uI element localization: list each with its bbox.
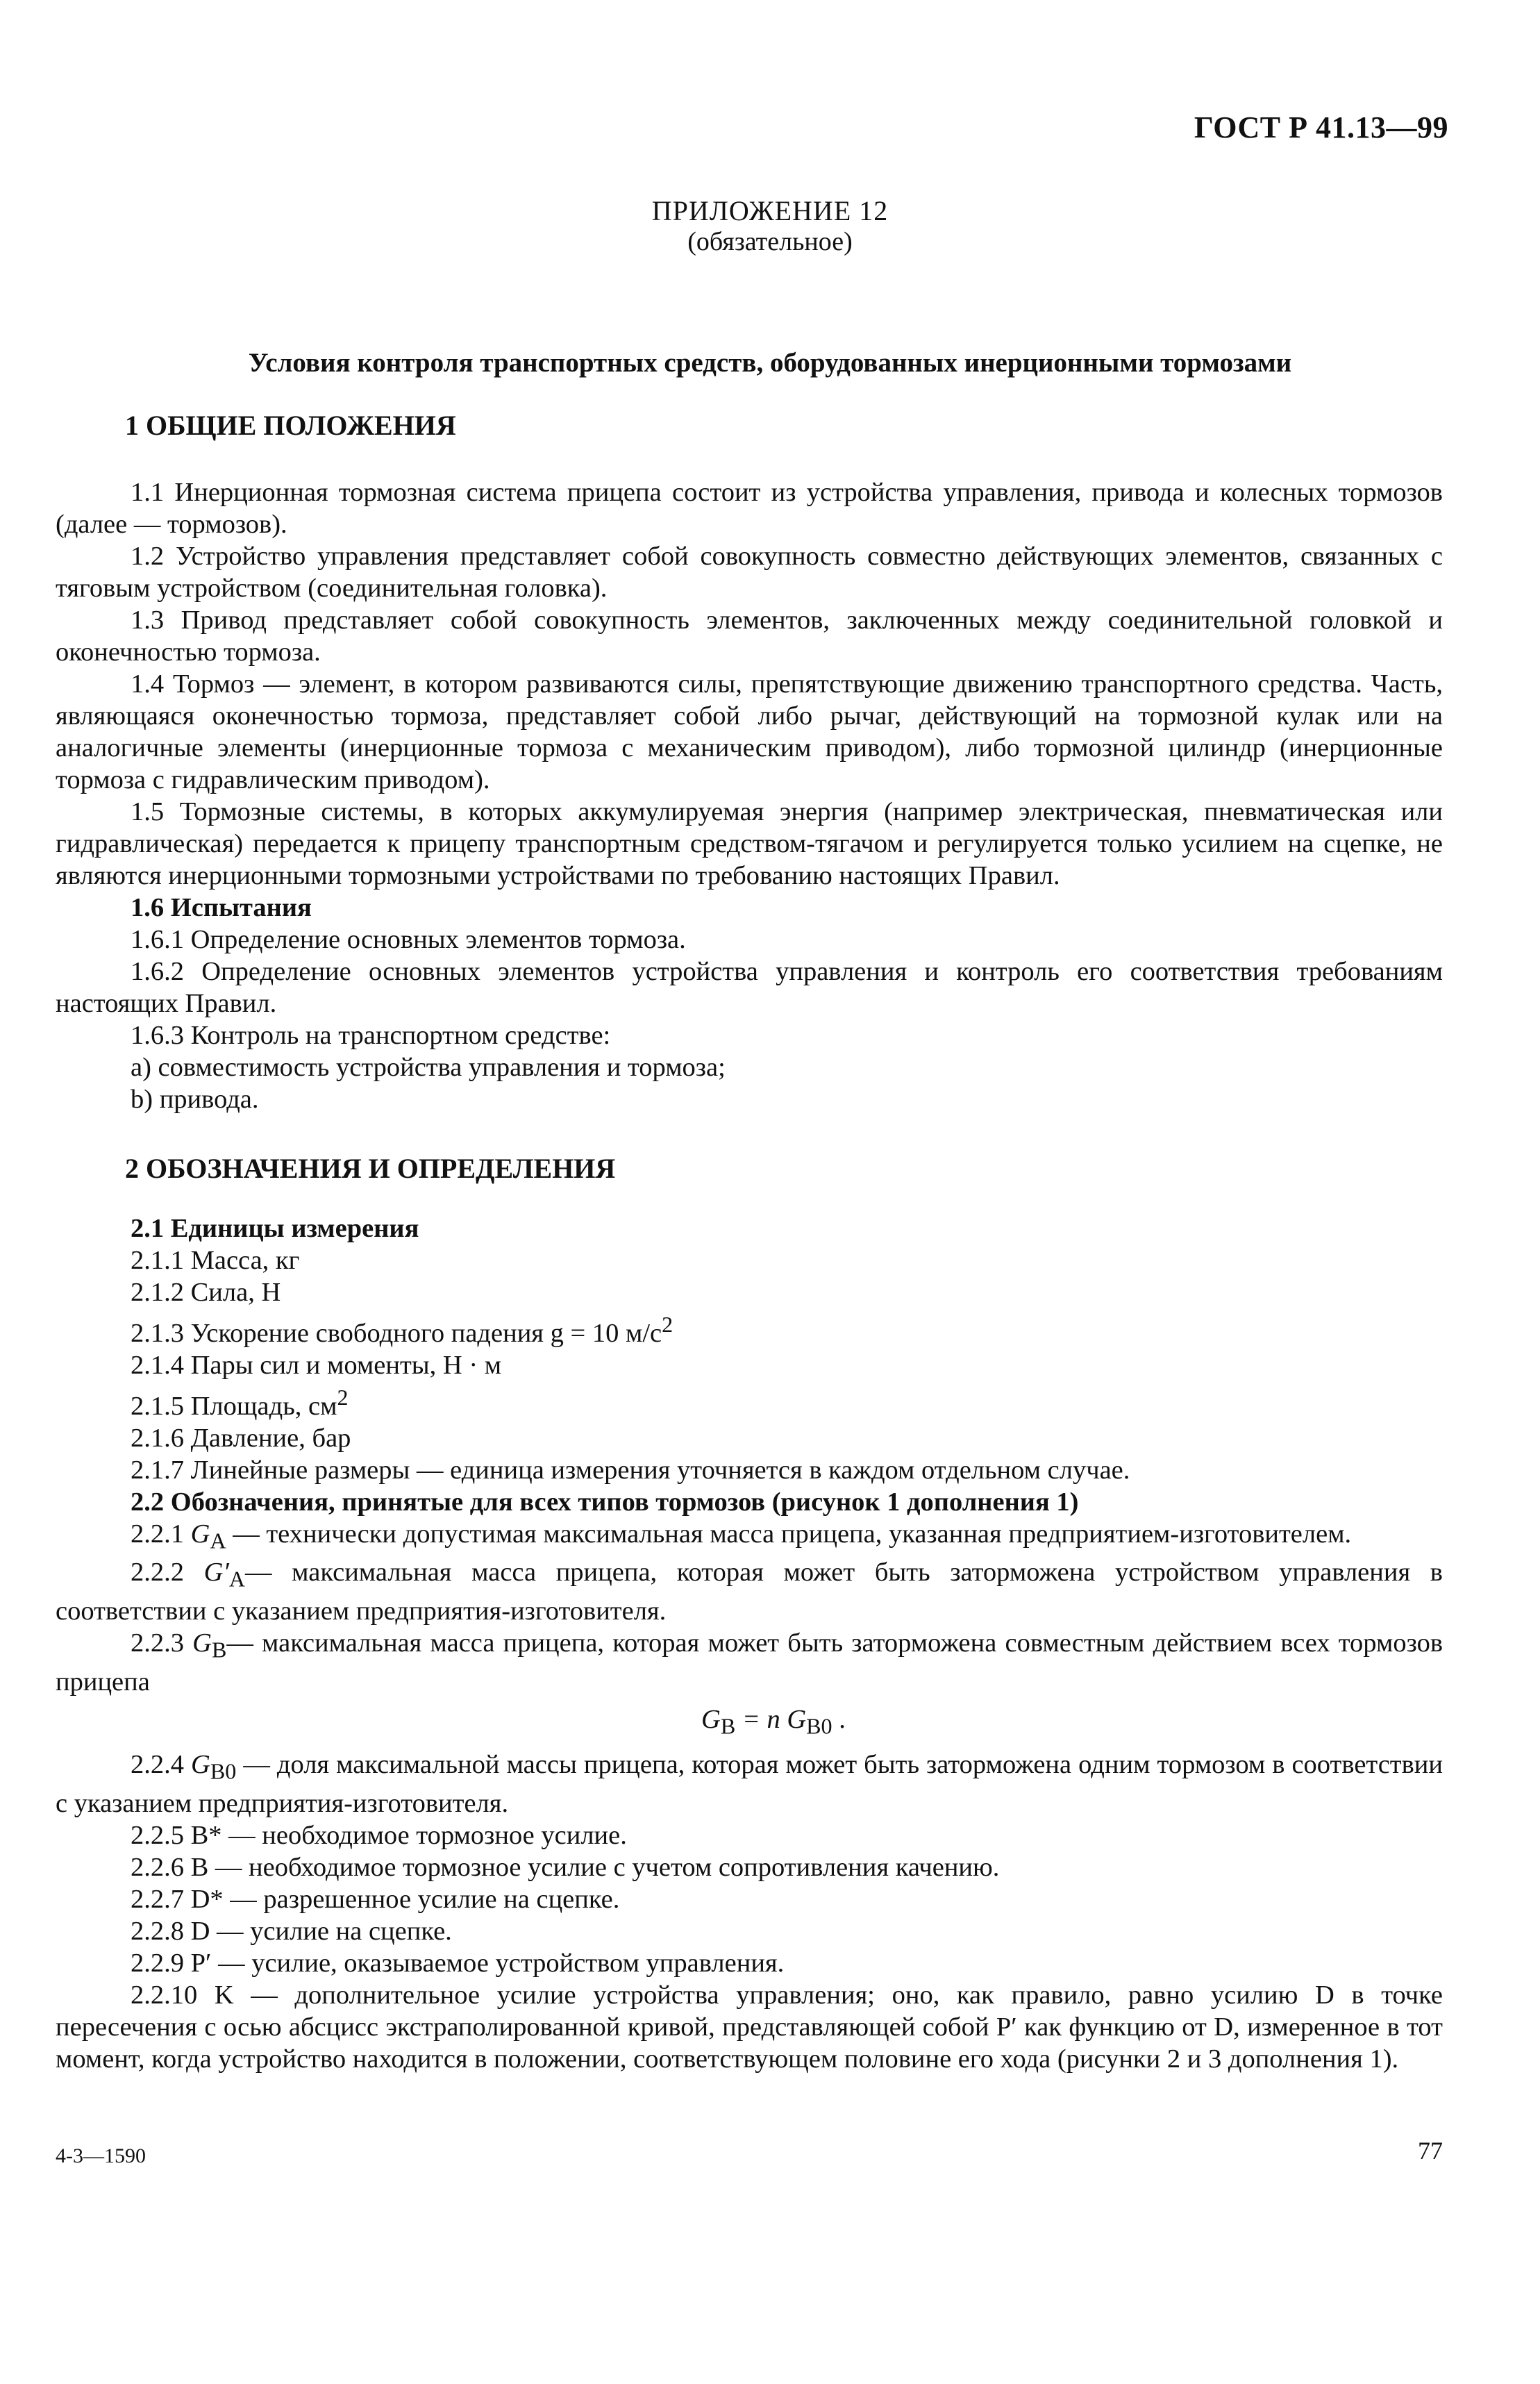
section-2-heading: 2 ОБОЗНАЧЕНИЯ И ОПРЕДЕЛЕНИЯ xyxy=(125,1153,616,1184)
standard-number: ГОСТ Р 41.13—99 xyxy=(1194,110,1448,144)
paragraph-2-2-2 xyxy=(56,1556,1443,1627)
appendix-subtitle: (обязательное) xyxy=(687,227,853,256)
paragraph-2-2-6: 2.2.6 B — необходимое тормозное усилие с учетом сопротивления качению. xyxy=(131,1853,1000,1883)
paragraph-2-1-3 xyxy=(56,1308,1443,1349)
paragraph-2-1-5-exponent: 2 xyxy=(337,1384,349,1410)
paragraph-2-1-heading: 2.1 Единицы измерения xyxy=(131,1214,419,1243)
symbol-ga-prime-subscript: A xyxy=(228,1567,246,1592)
print-code: 4-3—1590 xyxy=(56,2144,146,2167)
paragraph-1-6-3-b: b) привода. xyxy=(131,1085,259,1114)
appendix-title: ПРИЛОЖЕНИЕ 12 xyxy=(651,195,889,226)
paragraph-2-2-5: 2.2.5 B* — необходимое тормозное усилие. xyxy=(131,1821,627,1851)
paragraph-2-1-4: 2.1.4 Пары сил и моменты, Н · м xyxy=(131,1350,502,1380)
paragraph-2-2-3-text: — максимальная масса прицепа, которая может быть заторможена совместным действием всех тормозов прицепа xyxy=(56,1628,1443,1697)
paragraph-2-2-3-number: 2.2.3 xyxy=(131,1628,184,1658)
document-body xyxy=(56,410,1443,2075)
symbol-gb0: G xyxy=(191,1750,210,1780)
formula-gb xyxy=(56,1703,1443,1742)
formula-rhs-subscript: B0 xyxy=(806,1713,832,1739)
symbol-gb0-subscript: B0 xyxy=(210,1759,237,1785)
paragraph-2-2-8: 2.2.8 D — усилие на сцепке. xyxy=(131,1917,452,1947)
formula-end: . xyxy=(832,1704,846,1734)
paragraph-1-4: 1.4 Тормоз — элемент, в котором развиваются силы, препятствующие движению транспортного средства. Часть, являющаяся оконечностью тормоза, представляет собой либо рычаг, действующий на тормозной кулак или на аналогичные элементы (инерционные тормоза с механическим приводом), либо тормозной цилиндр (инерционные тормоза с гидравлическим приводом). xyxy=(56,669,1443,794)
formula-lhs: G xyxy=(701,1704,721,1734)
paragraph-1-6-1: 1.6.1 Определение основных элементов тормоза. xyxy=(131,925,686,954)
paragraph-2-2-1 xyxy=(56,1518,1443,1557)
paragraph-2-2-7: 2.2.7 D* — разрешенное усилие на сцепке. xyxy=(131,1885,620,1915)
paragraph-2-1-3-text: 2.1.3 Ускорение свободного падения g = 10 м/с xyxy=(131,1318,662,1348)
paragraph-2-2-10: 2.2.10 K — дополнительное усилие устройства управления; оно, как правило, равно усилию D в точке пересечения с осью абсцисс экстраполированной кривой, представляющей собой P′ как функцию от D, измеренное в тот момент, когда устройство находится в положении, соответствующем половине его хода (рисунки 2 и 3 дополнения 1). xyxy=(56,1981,1443,2074)
paragraph-1-5: 1.5 Тормозные системы, в которых аккумулируемая энергия (например электрическая, пневматическая или гидравлическая) передается к прицепу транспортным средством-тягачом и регулируется только усилием на сцепке, не являются инерционными тормозными устройствами по требованию настоящих Правил. xyxy=(56,797,1443,890)
paragraph-2-1-2: 2.1.2 Сила, Н xyxy=(131,1278,281,1307)
paragraph-1-6-3-a: а) совместимость устройства управления и тормоза; xyxy=(131,1053,726,1082)
paragraph-2-2-4-text: — доля максимальной массы прицепа, которая может быть заторможена одним тормозом в соответствии с указанием предприятия-изготовителя. xyxy=(56,1750,1443,1819)
symbol-ga: G xyxy=(190,1519,210,1549)
paragraph-1-1: 1.1 Инерционная тормозная система прицепа состоит из устройства управления, привода и колесных тормозов (далее — тормозов). xyxy=(56,478,1443,539)
paragraph-2-1-6: 2.1.6 Давление, бар xyxy=(131,1423,351,1453)
paragraph-2-1-1: 2.1.1 Масса, кг xyxy=(131,1246,300,1275)
paragraph-2-1-5-text: 2.1.5 Площадь, см xyxy=(131,1391,337,1421)
symbol-ga-prime: G′ xyxy=(203,1558,229,1587)
document-title: Условия контроля транспортных средств, оборудованных инерционными тормозами xyxy=(248,348,1292,378)
paragraph-2-1-5 xyxy=(56,1381,1443,1422)
symbol-gb-subscript: B xyxy=(211,1637,227,1662)
paragraph-1-2: 1.2 Устройство управления представляет собой совокупность совместно действующих элементов, связанных с тяговым устройством (соединительная головка). xyxy=(56,542,1443,603)
paragraph-2-2-4 xyxy=(56,1749,1443,1819)
paragraph-2-1-7: 2.1.7 Линейные размеры — единица измерения уточняется в каждом отдельном случае. xyxy=(131,1455,1130,1485)
paragraph-1-6-heading: 1.6 Испытания xyxy=(131,893,312,922)
paragraph-2-2-1-number: 2.2.1 xyxy=(131,1519,184,1549)
paragraph-2-2-2-number: 2.2.2 xyxy=(131,1558,184,1587)
page-number: 77 xyxy=(1418,2137,1443,2165)
paragraph-2-2-2-text: — максимальная масса прицепа, которая может быть заторможена устройством управления в соответствии с указанием предприятия-изготовителя. xyxy=(56,1558,1443,1626)
formula-middle: = n G xyxy=(735,1704,807,1734)
paragraph-1-6-2: 1.6.2 Определение основных элементов устройства управления и контроль его соответствия требованиям настоящих Правил. xyxy=(56,957,1443,1018)
section-1-heading: 1 ОБЩИЕ ПОЛОЖЕНИЯ xyxy=(125,410,456,441)
paragraph-1-6-3: 1.6.3 Контроль на транспортном средстве: xyxy=(131,1021,611,1050)
paragraph-2-2-9: 2.2.9 P′ — усилие, оказываемое устройством управления. xyxy=(131,1949,785,1978)
paragraph-2-2-3 xyxy=(56,1627,1443,1698)
paragraph-1-3: 1.3 Привод представляет собой совокупность элементов, заключенных между соединительной головкой и оконечностью тормоза. xyxy=(56,606,1443,667)
symbol-ga-subscript: A xyxy=(210,1528,226,1553)
paragraph-2-2-4-number: 2.2.4 xyxy=(131,1750,184,1780)
paragraph-2-1-3-exponent: 2 xyxy=(662,1312,673,1337)
symbol-gb: G xyxy=(192,1628,212,1658)
paragraph-2-2-1-text: — технически допустимая максимальная масса прицепа, указанная предприятием-изготовителем. xyxy=(226,1519,1352,1549)
paragraph-2-2-heading: 2.2 Обозначения, принятые для всех типов тормозов (рисунок 1 дополнения 1) xyxy=(131,1487,1079,1517)
formula-lhs-subscript: B xyxy=(720,1713,736,1739)
